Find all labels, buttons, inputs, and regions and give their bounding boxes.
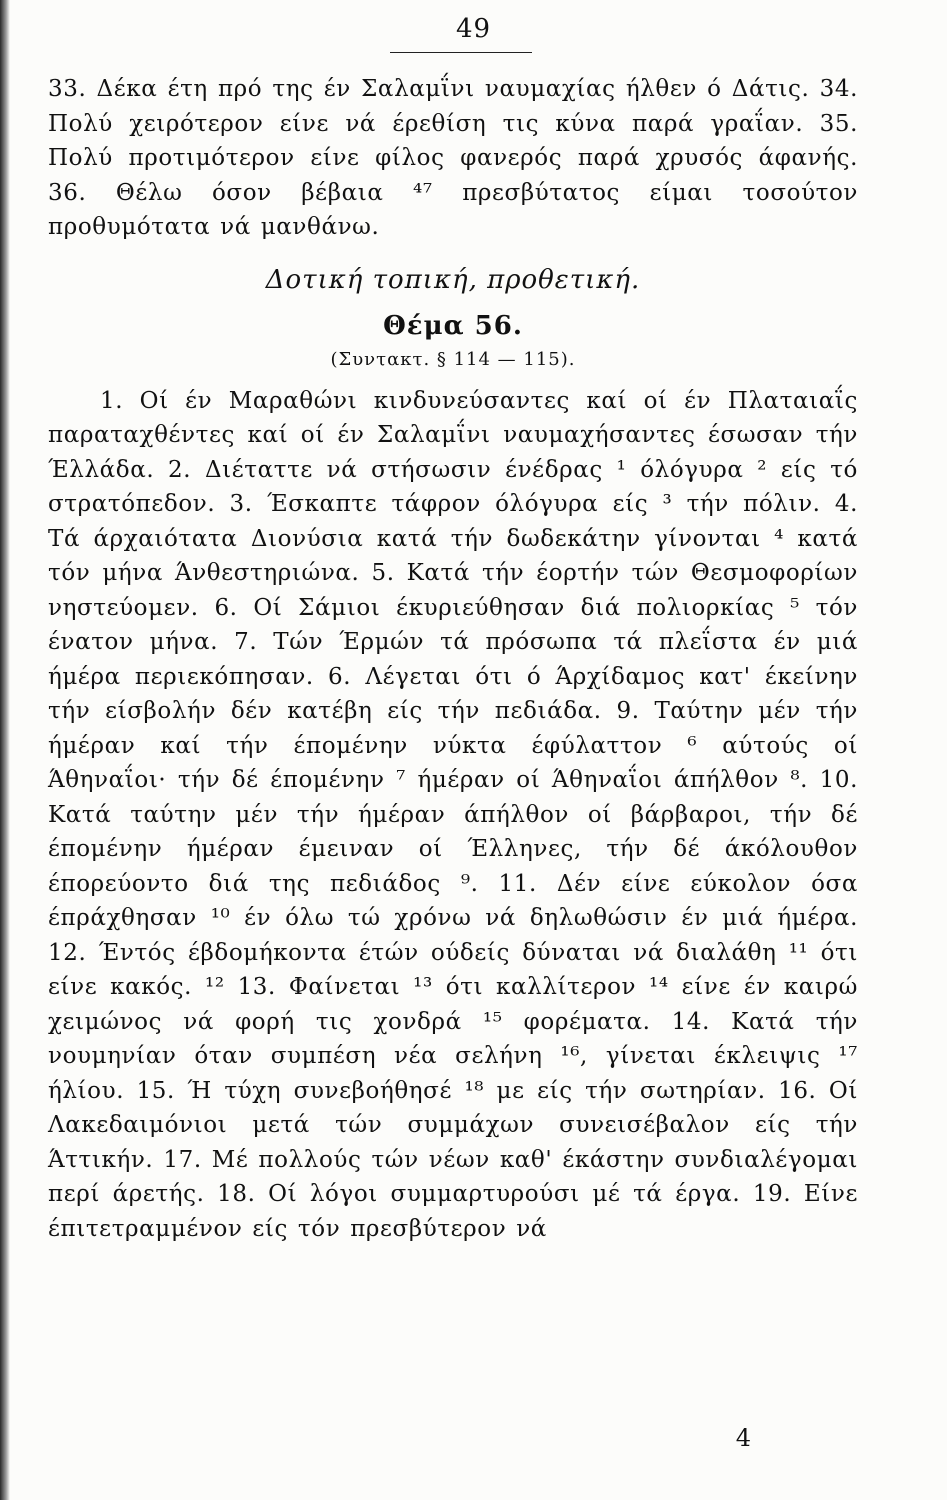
- header-rule: [390, 52, 532, 53]
- page-binding-shadow: [0, 0, 10, 1500]
- section-heading: Δοτική τοπική, προθετική.: [265, 264, 641, 295]
- printer-signature-mark: 4: [735, 1424, 751, 1452]
- paragraph-exercise-56: 1. Οί έν Μαραθώνι κινδυνεύσαντες καί οί έν Πλαταιαΐς παραταχθέντες καί οί έν Σαλαμΐνι ναυμαχήσαντες έσωσαν τήν Έλλάδα. 2. Διέταττε νά στήσωσιν ένέδρας ¹ όλόγυρα ² είς τό στρατόπεδον. 3. Έσκαπτε τάφρον όλόγυρα είς ³ τήν πόλιν. 4. Τά άρχαιότατα Διονύσια κατά τήν δωδεκάτην γίνονται ⁴ κατά τόν μήνα Άνθεστηριώνα. 5. Κατά τήν έορτήν τών Θεσμοφορίων νηστεύομεν. 6. Οί Σάμιοι έκυριεύθησαν διά πολιορκίας ⁵ τόν ένατον μήνα. 7. Τών Έρμών τά πρόσωπα τά πλεΐστα έν μιά ήμέρα περιεκόπησαν. 6. Λέγεται ότι ό Άρχίδαμος κατ' έκείνην τήν είσβολήν δέν κατέβη είς τήν πεδιάδα. 9. Ταύτην μέν τήν ήμέραν καί τήν έπομένην νύκτα έφύλαττον ⁶ αύτούς οί Άθηναΐοι· τήν δέ έπομένην ⁷ ήμέραν οί Άθηναΐοι άπήλθον ⁸. 10. Κατά ταύτην μέν τήν ήμέραν άπήλθον οί βάρβαροι, τήν δέ έπομένην ήμέραν έμειναν οί Έλληνες, τήν δέ άκόλουθον έπορεύοντο διά της πεδιάδος ⁹. 11. Δέν είνε εύκολον όσα έπράχθησαν ¹⁰ έν όλω τώ χρόνω νά δηλωθώσιν έν μιά ήμέρα. 12. Έντός έβδομήκοντα έτών ούδείς δύναται νά διαλάθη ¹¹ ότι είνε κακός. ¹² 13. Φαίνεται ¹³ ότι καλλίτερον ¹⁴ είνε έν καιρώ χειμώνος νά φορή τις χονδρά ¹⁵ φορέματα. 14. Κατά τήν νουμηνίαν όταν συμπέση νέα σελήνη ¹⁶, γίνεται έκλειψις ¹⁷ ήλίου. 15. Ή τύχη συνεβοήθησέ ¹⁸ με είς τήν σωτηρίαν. 16. Οί Λακεδαιμόνιοι μετά τών συμμάχων συνεισέβαλον είς τήν Άττικήν. 17. Μέ πολλούς τών νέων καθ' έκάστην συνδιαλέγομαι περί άρετής. 18. Οί λόγοι συμμαρτυρούσι μέ τά έργα. 19. Είνε έπιτετραμμένον είς τόν πρεσβύτερον νά: [48, 387, 858, 1242]
- exercise-title: Θέμα 56.: [383, 310, 523, 341]
- page-content: [48, 70, 858, 1246]
- page-number: 49: [455, 14, 492, 44]
- syntax-reference: (Συντακτ. § 114 — 115).: [330, 348, 576, 370]
- paragraph-exercises-33-36: 33. Δέκα έτη πρό της έν Σαλαμΐνι ναυμαχίας ήλθεν ό Δάτις. 34. Πολύ χειρότερον είνε νά έρεθίση τις κύνα παρά γραΐαν. 35. Πολύ προτιμότερον είνε φίλος φανερός παρά χρυσός άφανής. 36. Θέλω όσον βέβαια ⁴⁷ πρεσβύτατος είμαι τοσούτον προθυμότατα νά μανθάνω.: [48, 76, 858, 240]
